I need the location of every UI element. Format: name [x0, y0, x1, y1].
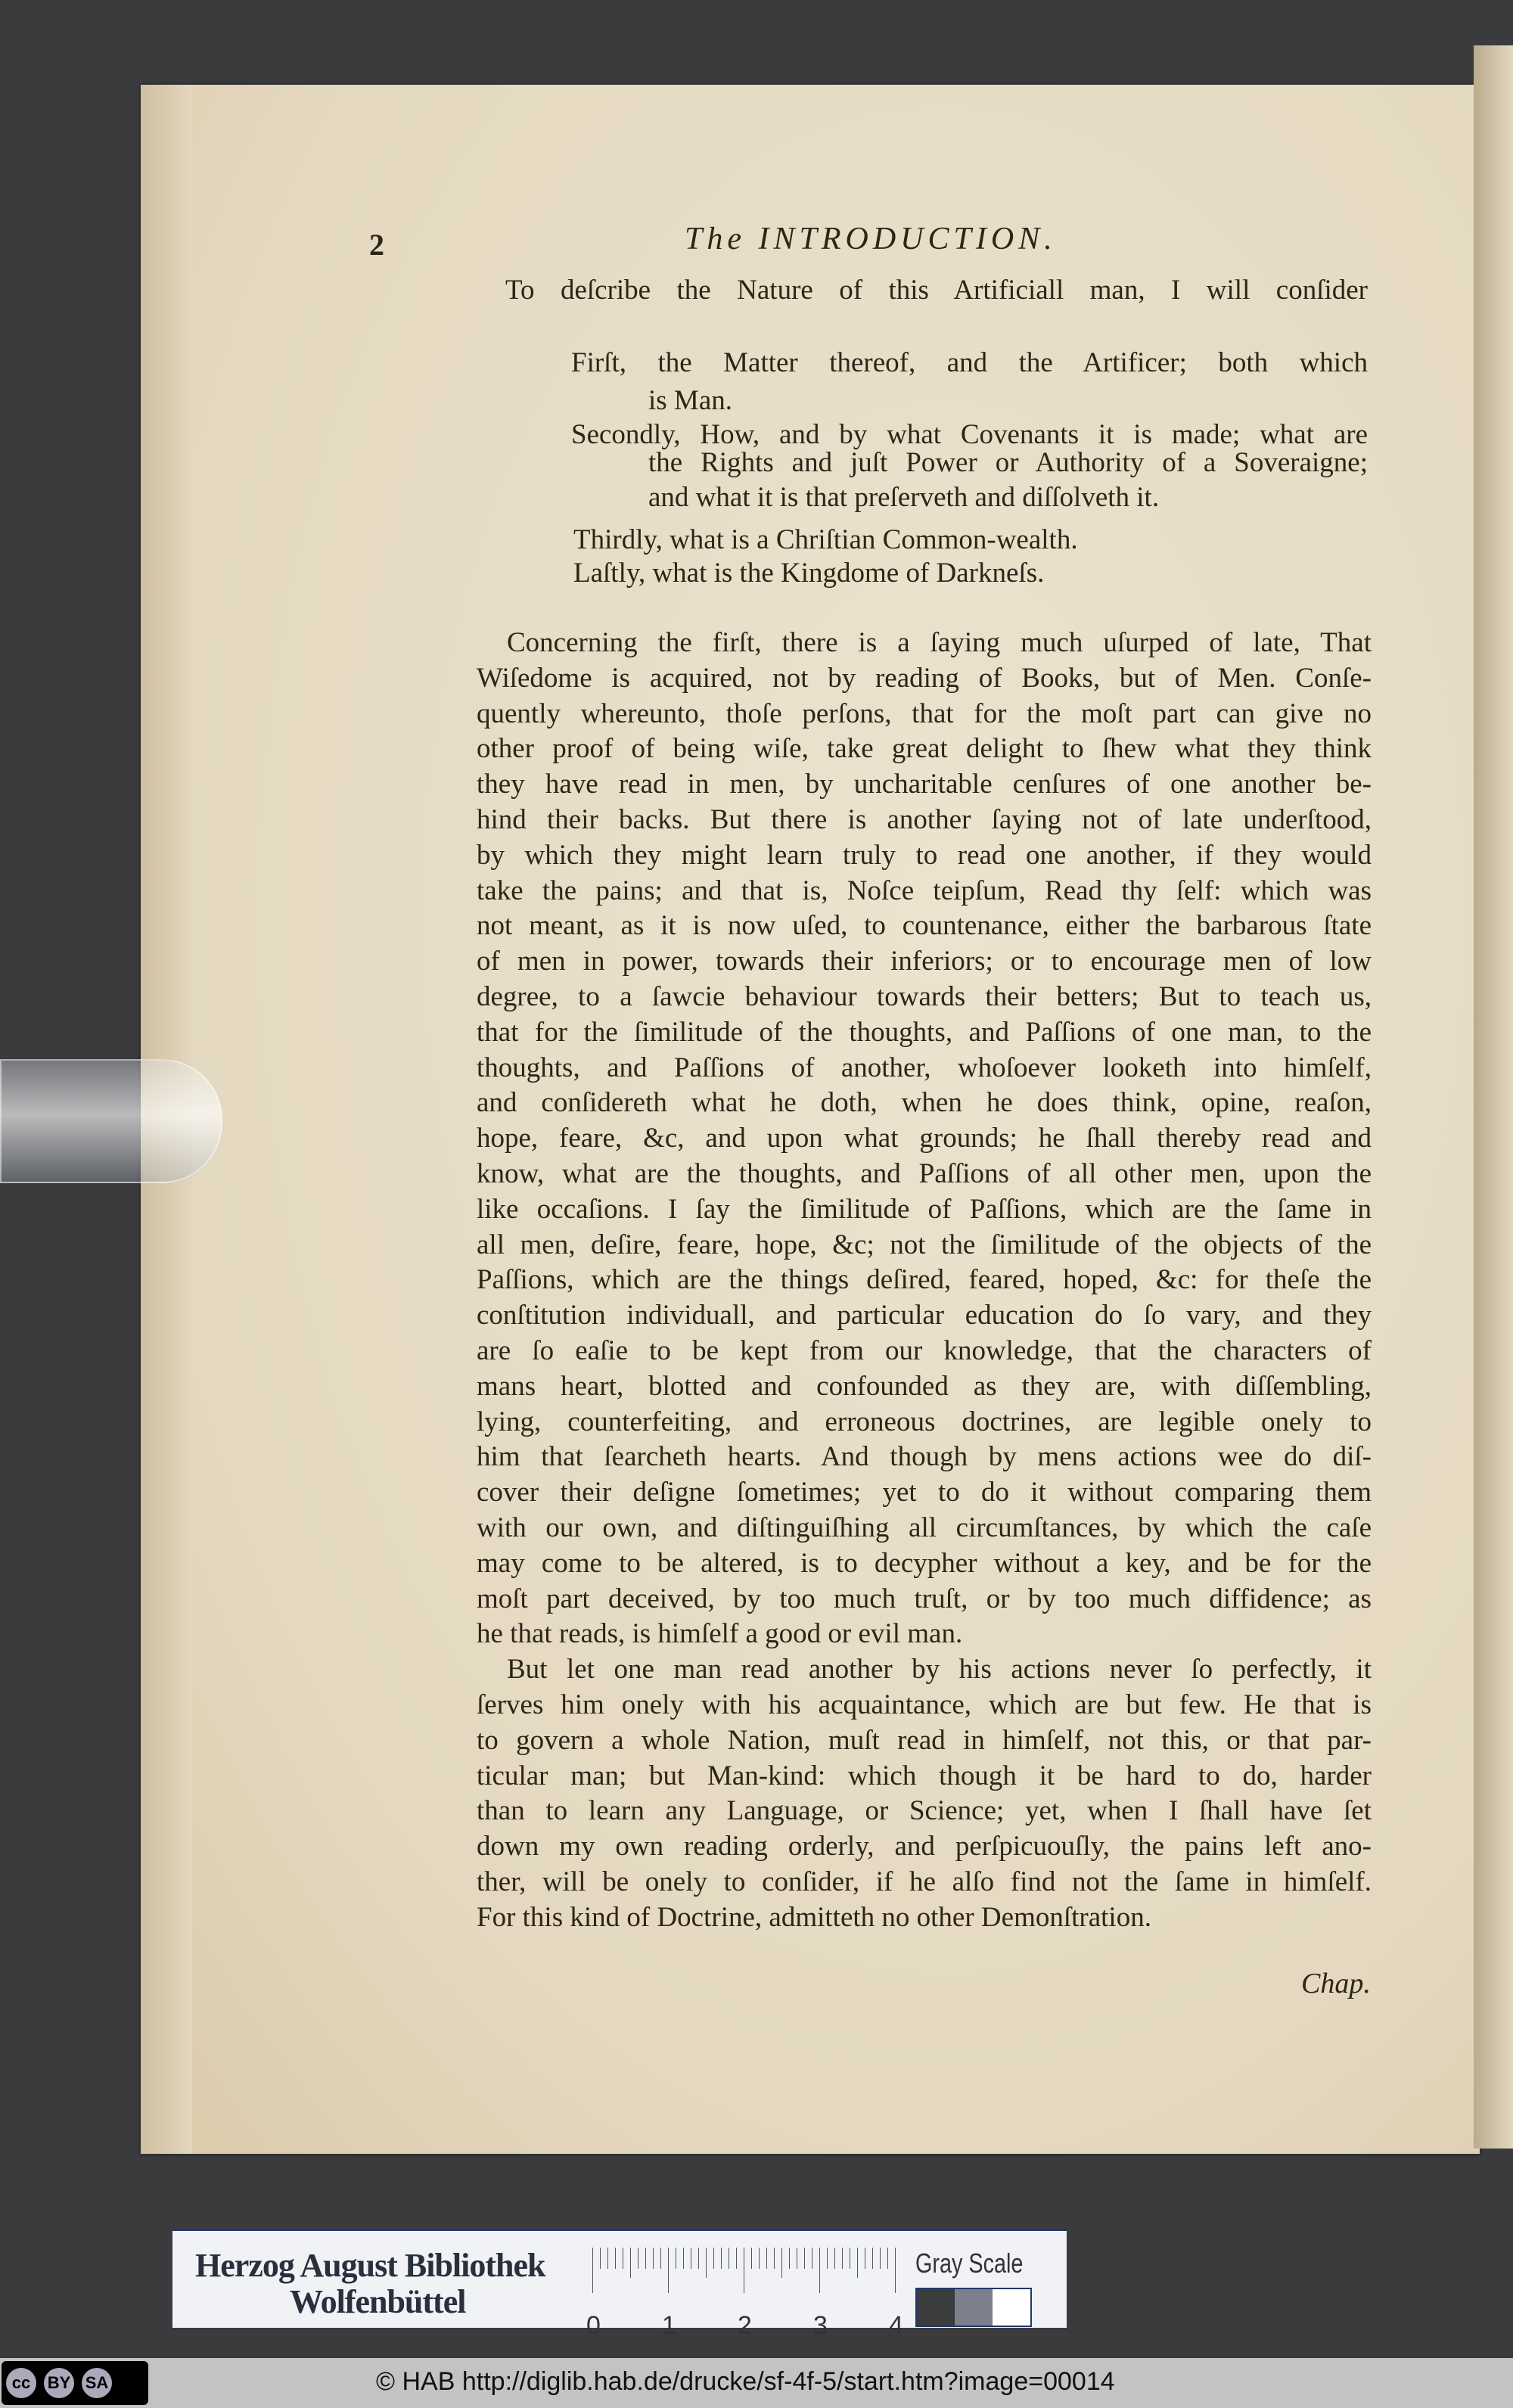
contents-list-item: Firſt, the Matter thereof, and the Artificer; both which: [571, 347, 1368, 378]
contents-list-item: the Rights and juſt Power or Authority of a Soveraigne;: [648, 447, 1368, 478]
body-text-line: quently whereunto, thoſe perſons, that for the moſt part can give no: [477, 698, 1372, 729]
cc-icon: cc: [6, 2368, 36, 2398]
body-text-line: hope, feare, &c, and upon what grounds; he ſhall thereby read and: [477, 1123, 1372, 1154]
cm-ruler: [586, 2248, 903, 2340]
ruler-tick: [766, 2248, 767, 2269]
body-text-line: they have read in men, by uncharitable cenſures of one another be-: [477, 769, 1372, 800]
ruler-tick: [607, 2248, 608, 2269]
body-text-line: ſerves him onely with his acquaintance, which are but few. He that is: [477, 1689, 1372, 1720]
ruler-number: 4: [889, 2311, 903, 2340]
ruler-tick: [834, 2248, 835, 2269]
ruler-tick: [721, 2248, 722, 2269]
body-text-line: Paſſions, which are the things deſired, feared, hoped, &c: for theſe the: [477, 1264, 1372, 1296]
ruler-tick: [660, 2248, 661, 2269]
body-text-line: may come to be altered, is to decypher without a key, and be for the: [477, 1547, 1372, 1579]
body-text-line: all men, deſire, feare, hope, &c; not the ſimilitude of the objects of the: [477, 1229, 1372, 1260]
body-text-line: ticular man; but Man-kind: which though it be hard to do, harder: [477, 1760, 1372, 1791]
running-header: The INTRODUCTION.: [685, 222, 1057, 256]
body-text-line: conſtitution individuall, and particular education do ſo vary, and they: [477, 1300, 1372, 1331]
ruler-tick: [683, 2248, 684, 2269]
body-text-line: hind their backs. But there is another ſaying not of late underſtood,: [477, 804, 1372, 835]
gray-swatch: [993, 2289, 1030, 2326]
sa-icon: SA: [82, 2368, 112, 2398]
body-text-line: thoughts, and Paſſions of another, whoſoever looketh into himſelf,: [477, 1052, 1372, 1083]
body-text-line: Wiſedome is acquired, not by reading of Books, but of Men. Conſe-: [477, 662, 1372, 694]
ruler-tick: [880, 2248, 881, 2269]
body-text-line: he that reads, is himſelf a good or evil man.: [477, 1618, 963, 1650]
ruler-tick: [706, 2248, 707, 2278]
ruler-number: 3: [813, 2311, 828, 2340]
contents-list-item: Laſtly, what is the Kingdome of Darkneſs.: [573, 558, 1045, 589]
ruler-tick: [895, 2248, 896, 2293]
ruler-tick: [887, 2248, 888, 2269]
copyright-link[interactable]: © HAB http://diglib.hab.de/drucke/sf-4f-5/start.htm?image=00014: [376, 2367, 1115, 2396]
ruler-tick: [668, 2248, 669, 2293]
gray-scale-bar: [915, 2288, 1032, 2327]
ruler-tick: [630, 2248, 631, 2278]
ruler-tick: [819, 2248, 820, 2293]
body-text-line: lying, counterfeiting, and erroneous doctrines, are legible onely to: [477, 1406, 1372, 1437]
ruler-tick: [751, 2248, 752, 2269]
body-text-line: down my own reading orderly, and perſpicuouſly, the pains left ano-: [477, 1831, 1372, 1863]
next-page-edge: [1474, 45, 1513, 2149]
gray-swatch: [955, 2289, 993, 2326]
ruler-number: 2: [738, 2311, 752, 2340]
body-text-line: But let one man read another by his actions never ſo perfectly, it: [507, 1654, 1372, 1686]
body-text-line: know, what are the thoughts, and Paſſions of all other men, upon the: [477, 1158, 1372, 1189]
body-text-line: take the pains; and that is, Noſce teipſum, Read thy ſelf: which was: [477, 875, 1372, 906]
by-icon: BY: [44, 2368, 74, 2398]
contents-list-item: Secondly, How, and by what Covenants it is made; what are: [571, 419, 1368, 450]
ruler-tick: [842, 2248, 843, 2269]
glass-page-clamp: [0, 1059, 222, 1183]
ruler-number: 0: [586, 2311, 601, 2340]
body-text-line: to govern a whole Nation, muſt read in himſelf, not this, or that par-: [477, 1724, 1372, 1756]
ruler-tick: [645, 2248, 646, 2269]
body-text-line: like occaſions. I ſay the ſimilitude of Paſſions, which are the ſame in: [477, 1193, 1372, 1225]
footer-bar: [0, 2358, 1513, 2408]
gray-scale-label: Gray Scale: [915, 2248, 1024, 2279]
body-text-line: cover their deſigne ſometimes; yet to do it without comparing them: [477, 1477, 1372, 1508]
contents-list-item: Thirdly, what is a Chriſtian Common-wealth.: [573, 524, 1078, 555]
ruler-tick: [736, 2248, 737, 2269]
ruler-tick: [653, 2248, 654, 2269]
page-number: 2: [369, 228, 384, 262]
body-text-line: and conſidereth what he doth, when he does think, opine, reaſon,: [477, 1087, 1372, 1119]
ruler-tick: [872, 2248, 873, 2269]
ruler-tick: [615, 2248, 616, 2269]
body-text-line: than to learn any Language, or Science; yet, when I ſhall have ſet: [477, 1795, 1372, 1827]
contents-list-item: and what it is that preſerveth and diſſolveth it.: [648, 482, 1160, 513]
ruler-tick: [804, 2248, 805, 2269]
body-text-line: mans heart, blotted and confounded as they are, with diſſembling,: [477, 1370, 1372, 1402]
contents-list-item: is Man.: [648, 385, 732, 416]
ruler-tick: [592, 2248, 593, 2293]
body-text-line: Concerning the firſt, there is a ſaying much uſurped of late, That: [507, 627, 1372, 658]
body-text-line: that for the ſimilitude of the thoughts, and Paſſions of one man, to the: [477, 1016, 1372, 1048]
body-text-line: him that ſearcheth hearts. And though by mens actions wee do diſ-: [477, 1441, 1372, 1473]
ruler-tick: [774, 2248, 775, 2269]
ruler-tick: [781, 2248, 782, 2278]
body-text-line: moſt part deceived, by too much truſt, or by too much diffidence; as: [477, 1583, 1372, 1614]
body-text-line: degree, to a ſawcie behaviour towards their betters; But to teach us,: [477, 981, 1372, 1012]
body-text-line: with our own, and diſtinguiſhing all circumſtances, by which the caſe: [477, 1512, 1372, 1543]
ruler-tick: [698, 2248, 699, 2269]
ruler-tick: [827, 2248, 828, 2269]
body-text-line: of men in power, towards their inferiors; or to encourage men of low: [477, 946, 1372, 977]
catchword: Chap.: [1301, 1968, 1371, 1999]
library-color-chart: [172, 2229, 1067, 2340]
ruler-tick: [789, 2248, 790, 2269]
library-city: Wolfenbüttel: [290, 2283, 466, 2320]
ruler-number: 1: [662, 2311, 676, 2340]
body-text-line: For this kind of Doctrine, admitteth no other Demonſtration.: [477, 1901, 1151, 1933]
ruler-tick: [600, 2248, 601, 2269]
body-text-line: by which they might learn truly to read one another, if they would: [477, 839, 1372, 871]
ruler-tick: [713, 2248, 714, 2269]
body-text-line: not meant, as it is now uſed, to countenance, either the barbarous ſtate: [477, 910, 1372, 942]
body-text-line: other proof of being wiſe, take great delight to ſhew what they think: [477, 733, 1372, 765]
cc-license-badge[interactable]: [2, 2361, 148, 2405]
library-name: Herzog August Bibliothek: [195, 2247, 545, 2284]
intro-line: To deſcribe the Nature of this Artificiall man, I will conſider: [505, 275, 1368, 306]
body-text-line: are ſo eaſie to be kept from our knowledge, that the characters of: [477, 1335, 1372, 1366]
ruler-tick: [857, 2248, 858, 2278]
ruler-tick: [759, 2248, 760, 2269]
body-text-line: ther, will be onely to conſider, if he alſo find not the ſame in himſelf.: [477, 1866, 1372, 1897]
gray-swatch: [917, 2289, 955, 2326]
